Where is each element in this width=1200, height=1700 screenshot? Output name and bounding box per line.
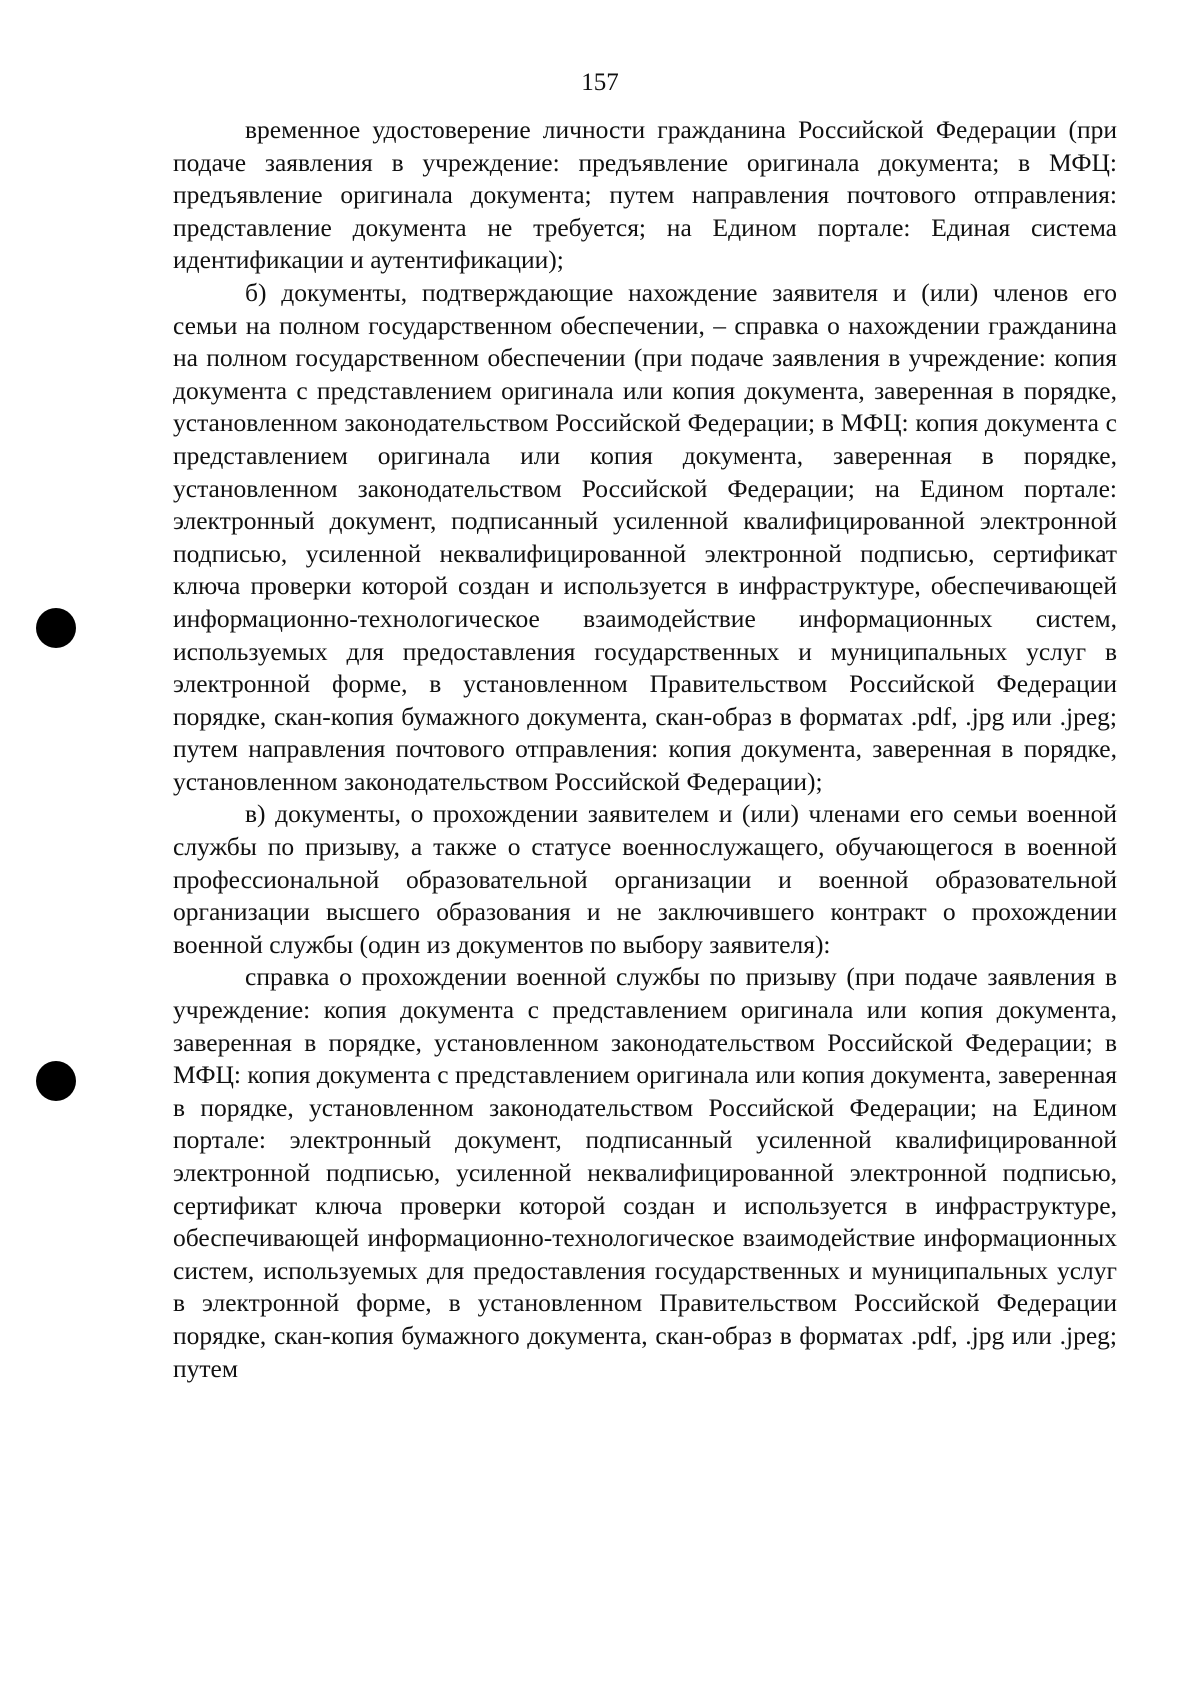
page-number: 157 — [581, 69, 619, 96]
punch-hole-top — [36, 608, 76, 648]
paragraph-id-document: временное удостоверение личности гражданина Российской Федерации (при подаче заявления в учреждение: предъявление оригинала документа; в МФЦ: предъявление оригинала документа; путем направления почтового отправления: представление документа не требуется; на Едином портале: Единая система идентификации и аутентификации); — [173, 115, 1117, 275]
paragraph-military-service-certificate: справка о прохождении военной службы по призыву (при подаче заявления в учреждение: копия документа с представлением оригинала или копия документа, заверенная в порядке, установленном законодательством Российской Федерации; в МФЦ: копия документа с представлением оригинала или копия документа, заверенная в порядке, установленном законодательством Российской Федерации; на Едином портале: электронный документ, подписанный усиленной квалифицированной электронной подписью, усиленной неквалифицированной электронной подписью, сертификат ключа проверки которой создан и используется в инфраструктуре, обеспечивающей информационно-технологическое взаимодействие информационных систем, используемых для предоставления государственных и муниципальных услуг в электронной форме, в установленном Правительством Российской Федерации порядке, скан-копия бумажного документа, скан-образ в форматах .pdf, .jpg или .jpeg; путем — [173, 962, 1117, 1383]
punch-hole-bottom — [36, 1061, 76, 1101]
paragraph-military-service-documents: в) документы, о прохождении заявителем и (или) членами его семьи военной службы по призыву, а также о статусе военнослужащего, обучающегося в военной профессиональной образовательной организации и военной образовательной организации высшего образования и не заключившего контракт о прохождении военной службы (один из документов по выбору заявителя): — [173, 799, 1117, 959]
paragraph-state-support-documents: б) документы, подтверждающие нахождение заявителя и (или) членов его семьи на полном государственном обеспечении, – справка о нахождении гражданина на полном государственном обеспечении (при подаче заявления в учреждение: копия документа с представлением оригинала или копия документа, заверенная в порядке, установленном законодательством Российской Федерации; в МФЦ: копия документа с представлением оригинала или копия документа, заверенная в порядке, установленном законодательством Российской Федерации; на Едином портале: электронный документ, подписанный усиленной квалифицированной электронной подписью, усиленной неквалифицированной электронной подписью, сертификат ключа проверки которой создан и используется в инфраструктуре, обеспечивающей информационно-технологическое взаимодействие информационных систем, используемых для предоставления государственных и муниципальных услуг в электронной форме, в установленном Правительством Российской Федерации порядке, скан-копия бумажного документа, скан-образ в форматах .pdf, .jpg или .jpeg; путем направления почтового отправления: копия документа, заверенная в порядке, установленном законодательством Российской Федерации); — [173, 277, 1117, 796]
document-body — [173, 114, 1117, 1385]
